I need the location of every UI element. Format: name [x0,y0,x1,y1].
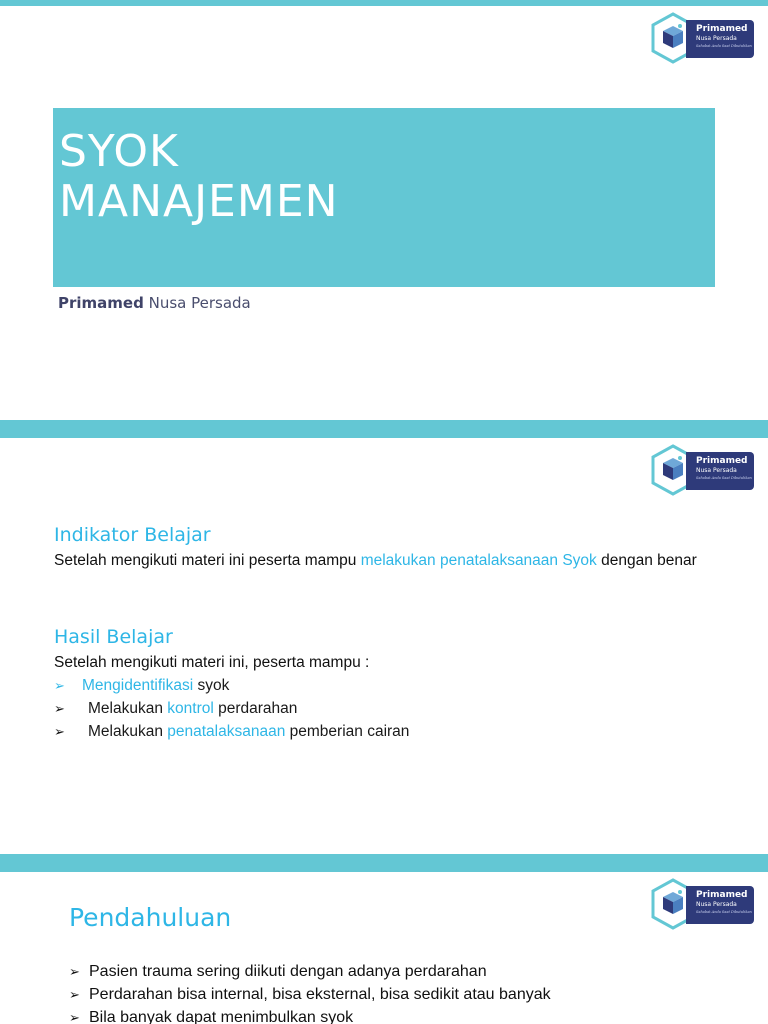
indikator-text-after: dengan benar [596,552,697,569]
primamed-logo [650,878,768,930]
list-item [54,720,734,743]
primamed-logo [650,444,768,496]
top-accent-bar [0,420,768,438]
logo-subtitle: Nusa Persada [696,901,737,908]
arrow-bullet-icon: ➢ [54,678,65,693]
logo-brand: Primamed [696,890,748,900]
arrow-bullet-icon: ➢ [69,964,80,979]
list-item-text: Pasien trauma sering diikuti dengan adanya perdarahan [89,963,487,980]
org-bold: Primamed [58,294,144,312]
slide-title [0,0,768,420]
arrow-bullet-icon: ➢ [69,987,80,1002]
logo-brand: Primamed [696,456,748,466]
list-item [54,674,734,697]
hasil-heading: Hasil Belajar [54,626,173,648]
list-item-text [82,674,229,697]
organization-name [58,292,251,314]
item-highlight: Mengidentifikasi [82,677,194,694]
indikator-heading: Indikator Belajar [54,524,211,546]
org-rest: Nusa Persada [143,294,251,312]
arrow-bullet-icon: ➢ [54,724,65,739]
list-item-text [88,720,409,743]
top-accent-bar [0,0,768,6]
logo-brand: Primamed [696,24,748,34]
hasil-list [54,674,734,743]
list-item-text: Bila banyak dapat menimbulkan syok [89,1009,354,1024]
item-before: Melakukan [88,700,168,717]
title-line-1: SYOK [59,126,179,177]
list-item-text [88,697,297,720]
pendahuluan-heading: Pendahuluan [69,903,232,932]
logo-tagline: Sahabat Anda Saat Dibutuhkan [696,44,752,48]
slide-pendahuluan [0,854,768,1024]
arrow-bullet-icon: ➢ [69,1010,80,1024]
item-before: Melakukan [88,723,168,740]
list-item [54,697,734,720]
indikator-text [54,550,734,572]
item-highlight: penatalaksanaan [167,723,286,740]
primamed-logo [650,12,768,64]
arrow-bullet-icon: ➢ [54,701,65,716]
item-after: syok [193,677,230,694]
hasil-intro: Setelah mengikuti materi ini, peserta mampu : [54,654,370,671]
slide-learning-goals [0,420,768,854]
title-box [53,108,715,287]
top-accent-bar [0,854,768,872]
list-item-text: Perdarahan bisa internal, bisa eksternal, bisa sedikit atau banyak [89,986,551,1003]
item-highlight: kontrol [167,700,214,717]
indikator-text-highlight: melakukan penatalaksanaan Syok [360,552,597,569]
indikator-text-before: Setelah mengikuti materi ini peserta mampu [54,552,361,569]
logo-subtitle: Nusa Persada [696,35,737,42]
title-line-2: MANAJEMEN [59,176,339,227]
logo-subtitle: Nusa Persada [696,467,737,474]
logo-tagline: Sahabat Anda Saat Dibutuhkan [696,476,752,480]
item-after: perdarahan [213,700,298,717]
logo-tagline: Sahabat Anda Saat Dibutuhkan [696,910,752,914]
item-after: pemberian cairan [285,723,410,740]
